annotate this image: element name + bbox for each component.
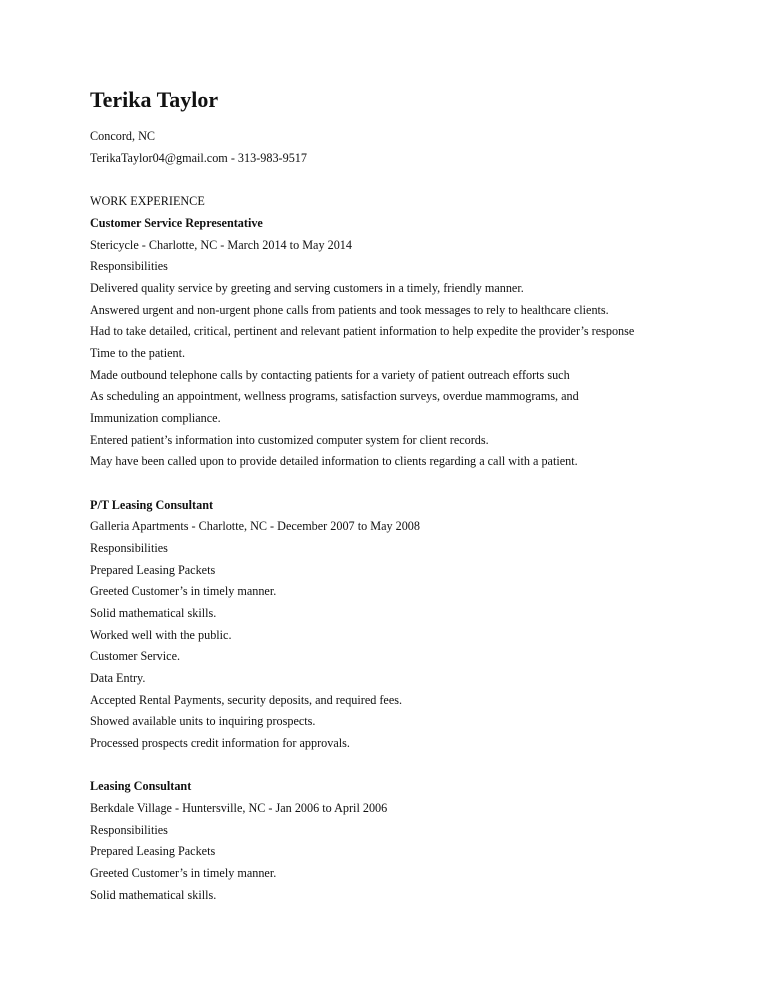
job-duty: Processed prospects credit information for approvals.: [90, 736, 350, 750]
job-duty: May have been called upon to provide detailed information to clients regarding a call with a patient.: [90, 454, 578, 468]
job-duty: Entered patient’s information into customized computer system for client records.: [90, 433, 489, 447]
job-duty: Prepared Leasing Packets: [90, 844, 216, 858]
job-duty: Worked well with the public.: [90, 628, 232, 642]
responsibilities-label: Responsibilities: [90, 259, 168, 273]
job-duty: Solid mathematical skills.: [90, 606, 217, 620]
job-title: Leasing Consultant: [90, 779, 192, 793]
job-duty: Showed available units to inquiring prospects.: [90, 714, 316, 728]
job-title: Customer Service Representative: [90, 216, 263, 230]
job-duty: Greeted Customer’s in timely manner.: [90, 866, 277, 880]
job-duty: Prepared Leasing Packets: [90, 563, 216, 577]
section-heading-work-experience: WORK EXPERIENCE: [90, 194, 205, 208]
contact-info: TerikaTaylor04@gmail.com - 313-983-9517: [90, 151, 307, 165]
job-company: Galleria Apartments - Charlotte, NC - December 2007 to May 2008: [90, 519, 420, 533]
job-duty: Time to the patient.: [90, 346, 186, 360]
job-duty: Accepted Rental Payments, security deposits, and required fees.: [90, 693, 403, 707]
candidate-name: Terika Taylor: [90, 87, 219, 112]
job-company: Berkdale Village - Huntersville, NC - Jan 2006 to April 2006: [90, 801, 388, 815]
responsibilities-label: Responsibilities: [90, 823, 168, 837]
job-duty: Customer Service.: [90, 649, 181, 663]
job-duty: Data Entry.: [90, 671, 146, 685]
job-company: Stericycle - Charlotte, NC - March 2014 to May 2014: [90, 238, 352, 252]
job-duty: Delivered quality service by greeting and serving customers in a timely, friendly manner.: [90, 281, 524, 295]
responsibilities-label: Responsibilities: [90, 541, 168, 555]
job-duty: Had to take detailed, critical, pertinent and relevant patient information to help expedite the provider’s response: [90, 324, 635, 338]
job-duty: Immunization compliance.: [90, 411, 221, 425]
job-duty: Made outbound telephone calls by contacting patients for a variety of patient outreach efforts such: [90, 368, 570, 382]
job-title: P/T Leasing Consultant: [90, 498, 214, 512]
job-duty: Solid mathematical skills.: [90, 888, 217, 902]
job-duty: Answered urgent and non-urgent phone calls from patients and took messages to rely to healthcare clients.: [90, 303, 609, 317]
job-duty: As scheduling an appointment, wellness programs, satisfaction surveys, overdue mammograms, and: [90, 389, 579, 403]
job-duty: Greeted Customer’s in timely manner.: [90, 584, 277, 598]
location: Concord, NC: [90, 129, 155, 143]
